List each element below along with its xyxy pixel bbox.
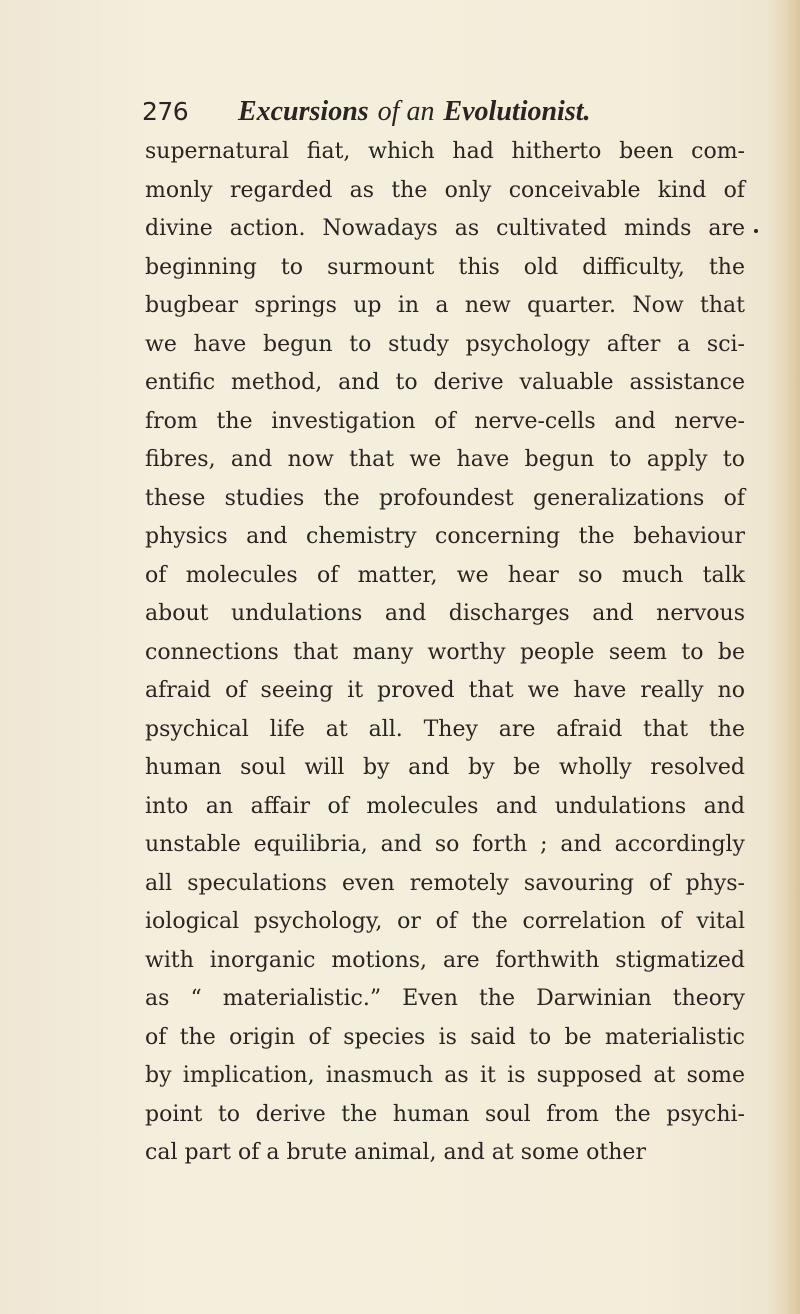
text-line: from the investigation of nerve-cells and nerve- — [145, 408, 745, 434]
page-number: 276 — [142, 97, 189, 126]
text-line: psychical life at all. They are afraid that the — [145, 716, 745, 742]
running-head — [142, 95, 742, 129]
text-line: unstable equilibria, and so forth ; and accordingly — [145, 832, 745, 857]
running-title — [238, 95, 591, 129]
running-title-part-3: Evolutionist. — [443, 96, 591, 127]
text-line: bugbear springs up in a new quarter. Now that — [145, 293, 745, 318]
text-line: into an affair of molecules and undulations and — [145, 793, 745, 819]
text-line: as “ materialistic.” Even the Darwinian theory — [145, 986, 745, 1011]
running-title-part-2: of an — [377, 96, 435, 127]
text-line: with inorganic motions, are forthwith stigmatized — [145, 947, 745, 973]
text-line: we have begun to study psychology after a sci- — [145, 331, 745, 357]
text-line: fibres, and now that we have begun to apply to — [145, 447, 745, 472]
text-line: connections that many worthy people seem to be — [145, 639, 745, 665]
running-title-part-1: Excursions — [237, 96, 369, 127]
page-edge-shadow — [766, 0, 800, 1314]
text-line: all speculations even remotely savouring of phys- — [145, 870, 745, 896]
text-line: afraid of seeing it proved that we have really no — [145, 678, 745, 703]
text-line: cal part of a brute animal, and at some other — [145, 1140, 646, 1165]
text-line: of molecules of matter, we hear so much talk — [145, 562, 745, 588]
margin-mark — [754, 229, 758, 233]
text-line: physics and chemistry concerning the behaviour — [145, 524, 745, 549]
body-text — [145, 133, 745, 1173]
text-line: supernatural fiat, which had hitherto been com- — [145, 139, 745, 164]
text-line: entific method, and to derive valuable assistance — [145, 370, 745, 395]
text-line: monly regarded as the only conceivable kind of — [145, 177, 745, 203]
text-line: these studies the profoundest generalizations of — [145, 485, 745, 511]
text-line: human soul will by and by be wholly resolved — [145, 755, 745, 780]
text-line: point to derive the human soul from the psychi- — [145, 1101, 745, 1127]
text-line: of the origin of species is said to be materialistic — [145, 1024, 745, 1050]
text-line: divine action. Nowadays as cultivated minds are — [145, 216, 745, 241]
text-line: iological psychology, or of the correlation of vital — [145, 909, 745, 934]
text-line: about undulations and discharges and nervous — [145, 601, 745, 626]
text-line: by implication, inasmuch as it is supposed at some — [145, 1063, 745, 1088]
text-line: beginning to surmount this old difficulty, the — [145, 254, 745, 280]
